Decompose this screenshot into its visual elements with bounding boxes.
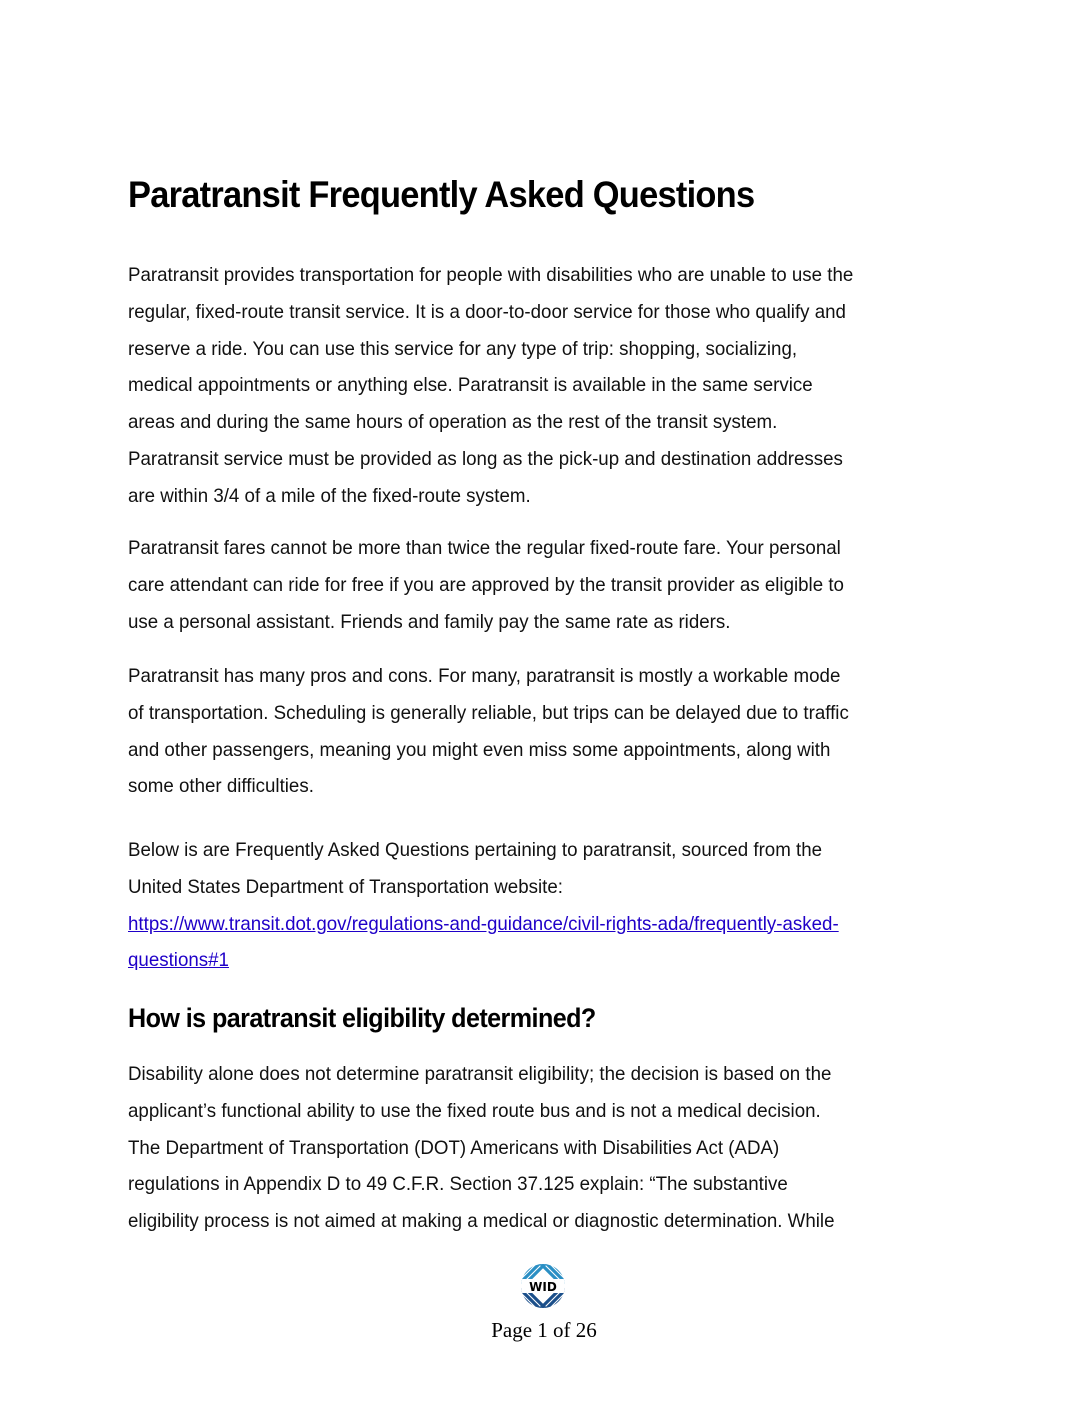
dot-faq-link-continued[interactable]: [128, 942, 934, 979]
text-line: The Department of Transportation (DOT) Americans with Disabilities Act (ADA): [128, 1136, 780, 1159]
text-line: reserve a ride. You can use this service for any type of trip: shopping, socializing,: [128, 337, 798, 360]
svg-text:WID: WID: [529, 1280, 557, 1294]
source-paragraph: [128, 832, 968, 979]
text-line: Below is are Frequently Asked Questions pertaining to paratransit, sourced from the: [128, 839, 823, 861]
text-line: regular, fixed-route transit service. It is a door-to-door service for those who qualify and: [128, 300, 846, 323]
text-line: are within 3/4 of a mile of the fixed-route system.: [128, 484, 531, 507]
text-line: of transportation. Scheduling is generally reliable, but trips can be delayed due to traffic: [128, 701, 849, 724]
text-line: Paratransit has many pros and cons. For many, paratransit is mostly a workable mode: [128, 665, 841, 687]
text-line: applicant’s functional ability to use the fixed route bus and is not a medical decision.: [128, 1099, 821, 1122]
text-line: medical appointments or anything else. Paratransit is available in the same service: [128, 374, 813, 397]
link-line[interactable]: https://www.transit.dot.gov/regulations-and-guidance/civil-rights-ada/frequently-asked-: [128, 912, 839, 935]
text-line: areas and during the same hours of operation as the rest of the transit system.: [128, 411, 778, 434]
text-line: eligibility process is not aimed at making a medical or diagnostic determination. While: [128, 1210, 835, 1233]
pros-cons-paragraph: [128, 658, 968, 805]
text-line: use a personal assistant. Friends and family pay the same rate as riders.: [128, 610, 731, 633]
text-line: Paratransit fares cannot be more than twice the regular fixed-route fare. Your personal: [128, 537, 841, 559]
fares-paragraph: [128, 530, 968, 640]
link-line[interactable]: questions#1: [128, 949, 229, 972]
text-line: and other passengers, meaning you might even miss some appointments, along with: [128, 738, 831, 761]
text-line: regulations in Appendix D to 49 C.F.R. Section 37.125 explain: “The substantive: [128, 1173, 788, 1196]
dot-faq-link[interactable]: [128, 906, 934, 943]
wid-globe-logo-icon: [519, 1262, 567, 1310]
text-line: care attendant can ride for free if you are approved by the transit provider as eligible to: [128, 573, 844, 596]
eligibility-paragraph: [128, 1056, 968, 1240]
intro-paragraph: [128, 257, 968, 515]
text-line: Paratransit service must be provided as long as the pick-up and destination addresses: [128, 447, 843, 470]
page-number: Page 1 of 26: [491, 1318, 597, 1342]
text-line: Paratransit provides transportation for people with disabilities who are unable to use the: [128, 264, 854, 286]
text-line: some other difficulties.: [128, 775, 314, 798]
page-title: Paratransit Frequently Asked Questions: [128, 174, 755, 215]
text-line: United States Department of Transportation website:: [128, 875, 563, 898]
text-line: Disability alone does not determine paratransit eligibility; the decision is based on the: [128, 1063, 832, 1085]
section-heading: How is paratransit eligibility determined?: [128, 1003, 596, 1033]
